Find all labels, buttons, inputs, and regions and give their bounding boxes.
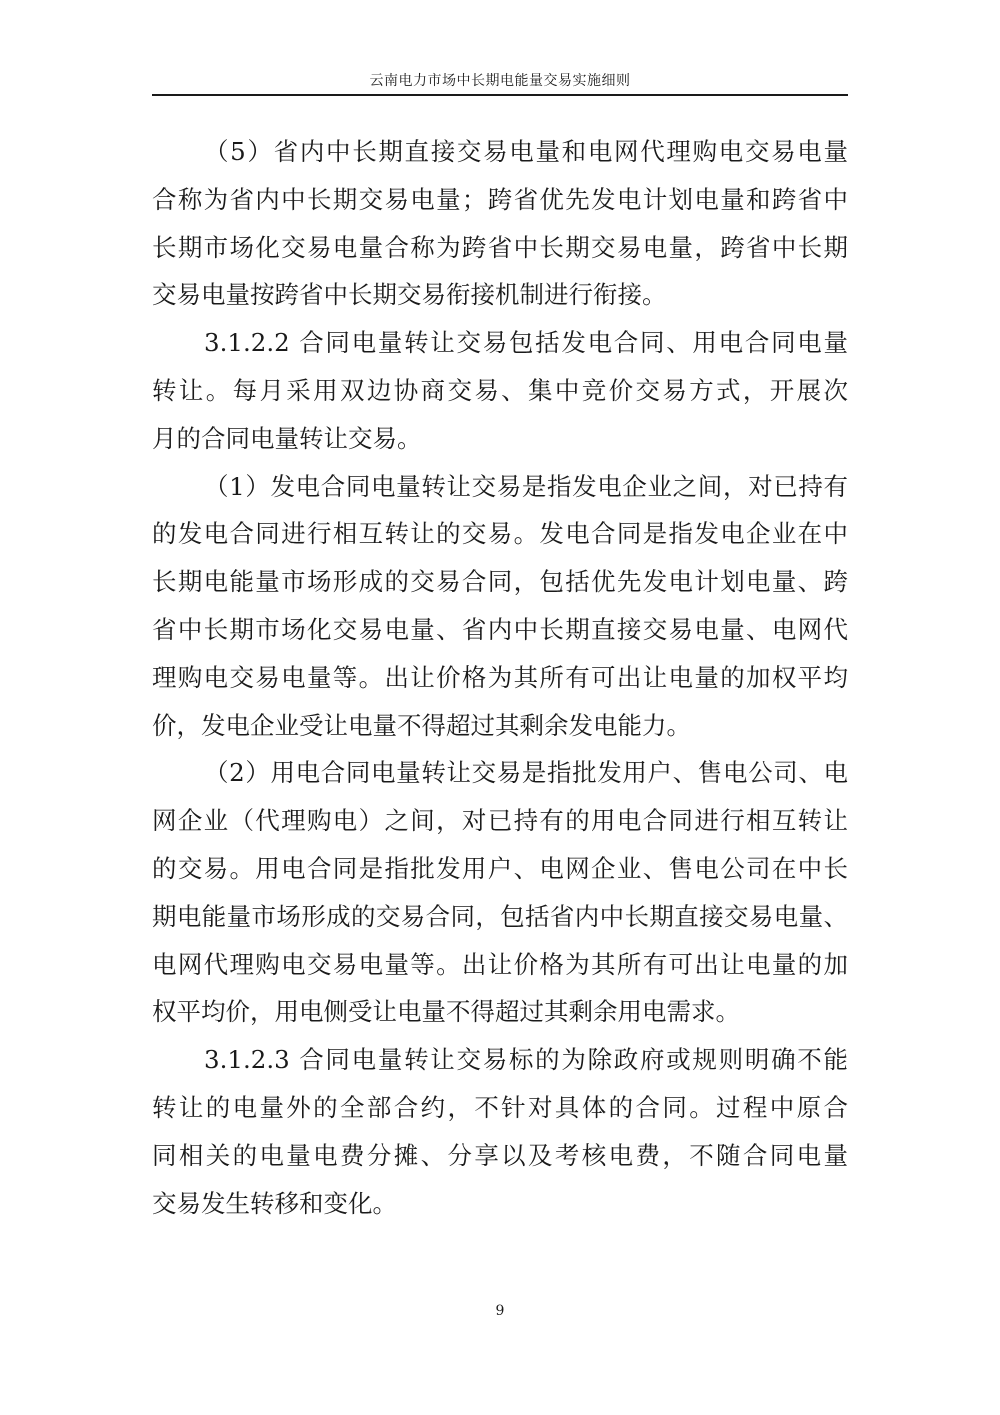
text-line: 权平均价，用电侧受让电量不得超过其剩余用电需求。 [152, 997, 740, 1027]
text-line: 转让的电量外的全部合约，不针对具体的合同。过程中原合 [152, 1092, 848, 1122]
paragraph [152, 128, 848, 319]
paragraph [152, 1036, 848, 1227]
document-body [152, 128, 848, 1227]
header-divider [152, 94, 848, 96]
text-line: 同相关的电量电费分摊、分享以及考核电费，不随合同电量 [152, 1140, 848, 1170]
page-number: 9 [495, 1303, 505, 1319]
text-line: 的发电合同进行相互转让的交易。发电合同是指发电企业在中 [152, 519, 848, 549]
text-line: 网企业（代理购电）之间，对已持有的用电合同进行相互转让 [152, 806, 848, 836]
text-line: （2）用电合同电量转让交易是指批发用户、售电公司、电 [204, 758, 848, 788]
paragraph [152, 463, 848, 750]
text-line: 长期电能量市场形成的交易合同，包括优先发电计划电量、跨 [152, 567, 848, 597]
paragraph [152, 749, 848, 1036]
text-line: 3.1.2.3 合同电量转让交易标的为除政府或规则明确不能 [204, 1045, 848, 1075]
text-line: 合称为省内中长期交易电量；跨省优先发电计划电量和跨省中 [152, 184, 848, 214]
text-line: 的交易。用电合同是指批发用户、电网企业、售电公司在中长 [152, 853, 848, 883]
text-line: （5）省内中长期直接交易电量和电网代理购电交易电量 [204, 137, 848, 166]
text-line: 长期市场化交易电量合称为跨省中长期交易电量，跨省中长期 [152, 232, 848, 262]
text-line: 理购电交易电量等。出让价格为其所有可出让电量的加权平均 [152, 662, 848, 692]
text-line: 交易电量按跨省中长期交易衔接机制进行衔接。 [152, 280, 667, 310]
text-line: 转让。每月采用双边协商交易、集中竞价交易方式，开展次 [152, 375, 848, 405]
page-header-title: 云南电力市场中长期电能量交易实施细则 [369, 73, 631, 89]
text-line: （1）发电合同电量转让交易是指发电企业之间，对已持有 [204, 471, 848, 501]
paragraph [152, 319, 848, 462]
text-line: 价，发电企业受让电量不得超过其剩余发电能力。 [152, 710, 691, 740]
text-line: 月的合同电量转让交易。 [152, 423, 422, 453]
text-line: 省中长期市场化交易电量、省内中长期直接交易电量、电网代 [152, 614, 848, 644]
text-line: 交易发生转移和变化。 [152, 1188, 397, 1218]
text-line: 电网代理购电交易电量等。出让价格为其所有可出让电量的加 [152, 949, 848, 979]
text-line: 期电能量市场形成的交易合同，包括省内中长期直接交易电量、 [152, 901, 848, 931]
text-line: 3.1.2.2 合同电量转让交易包括发电合同、用电合同电量 [204, 328, 848, 358]
